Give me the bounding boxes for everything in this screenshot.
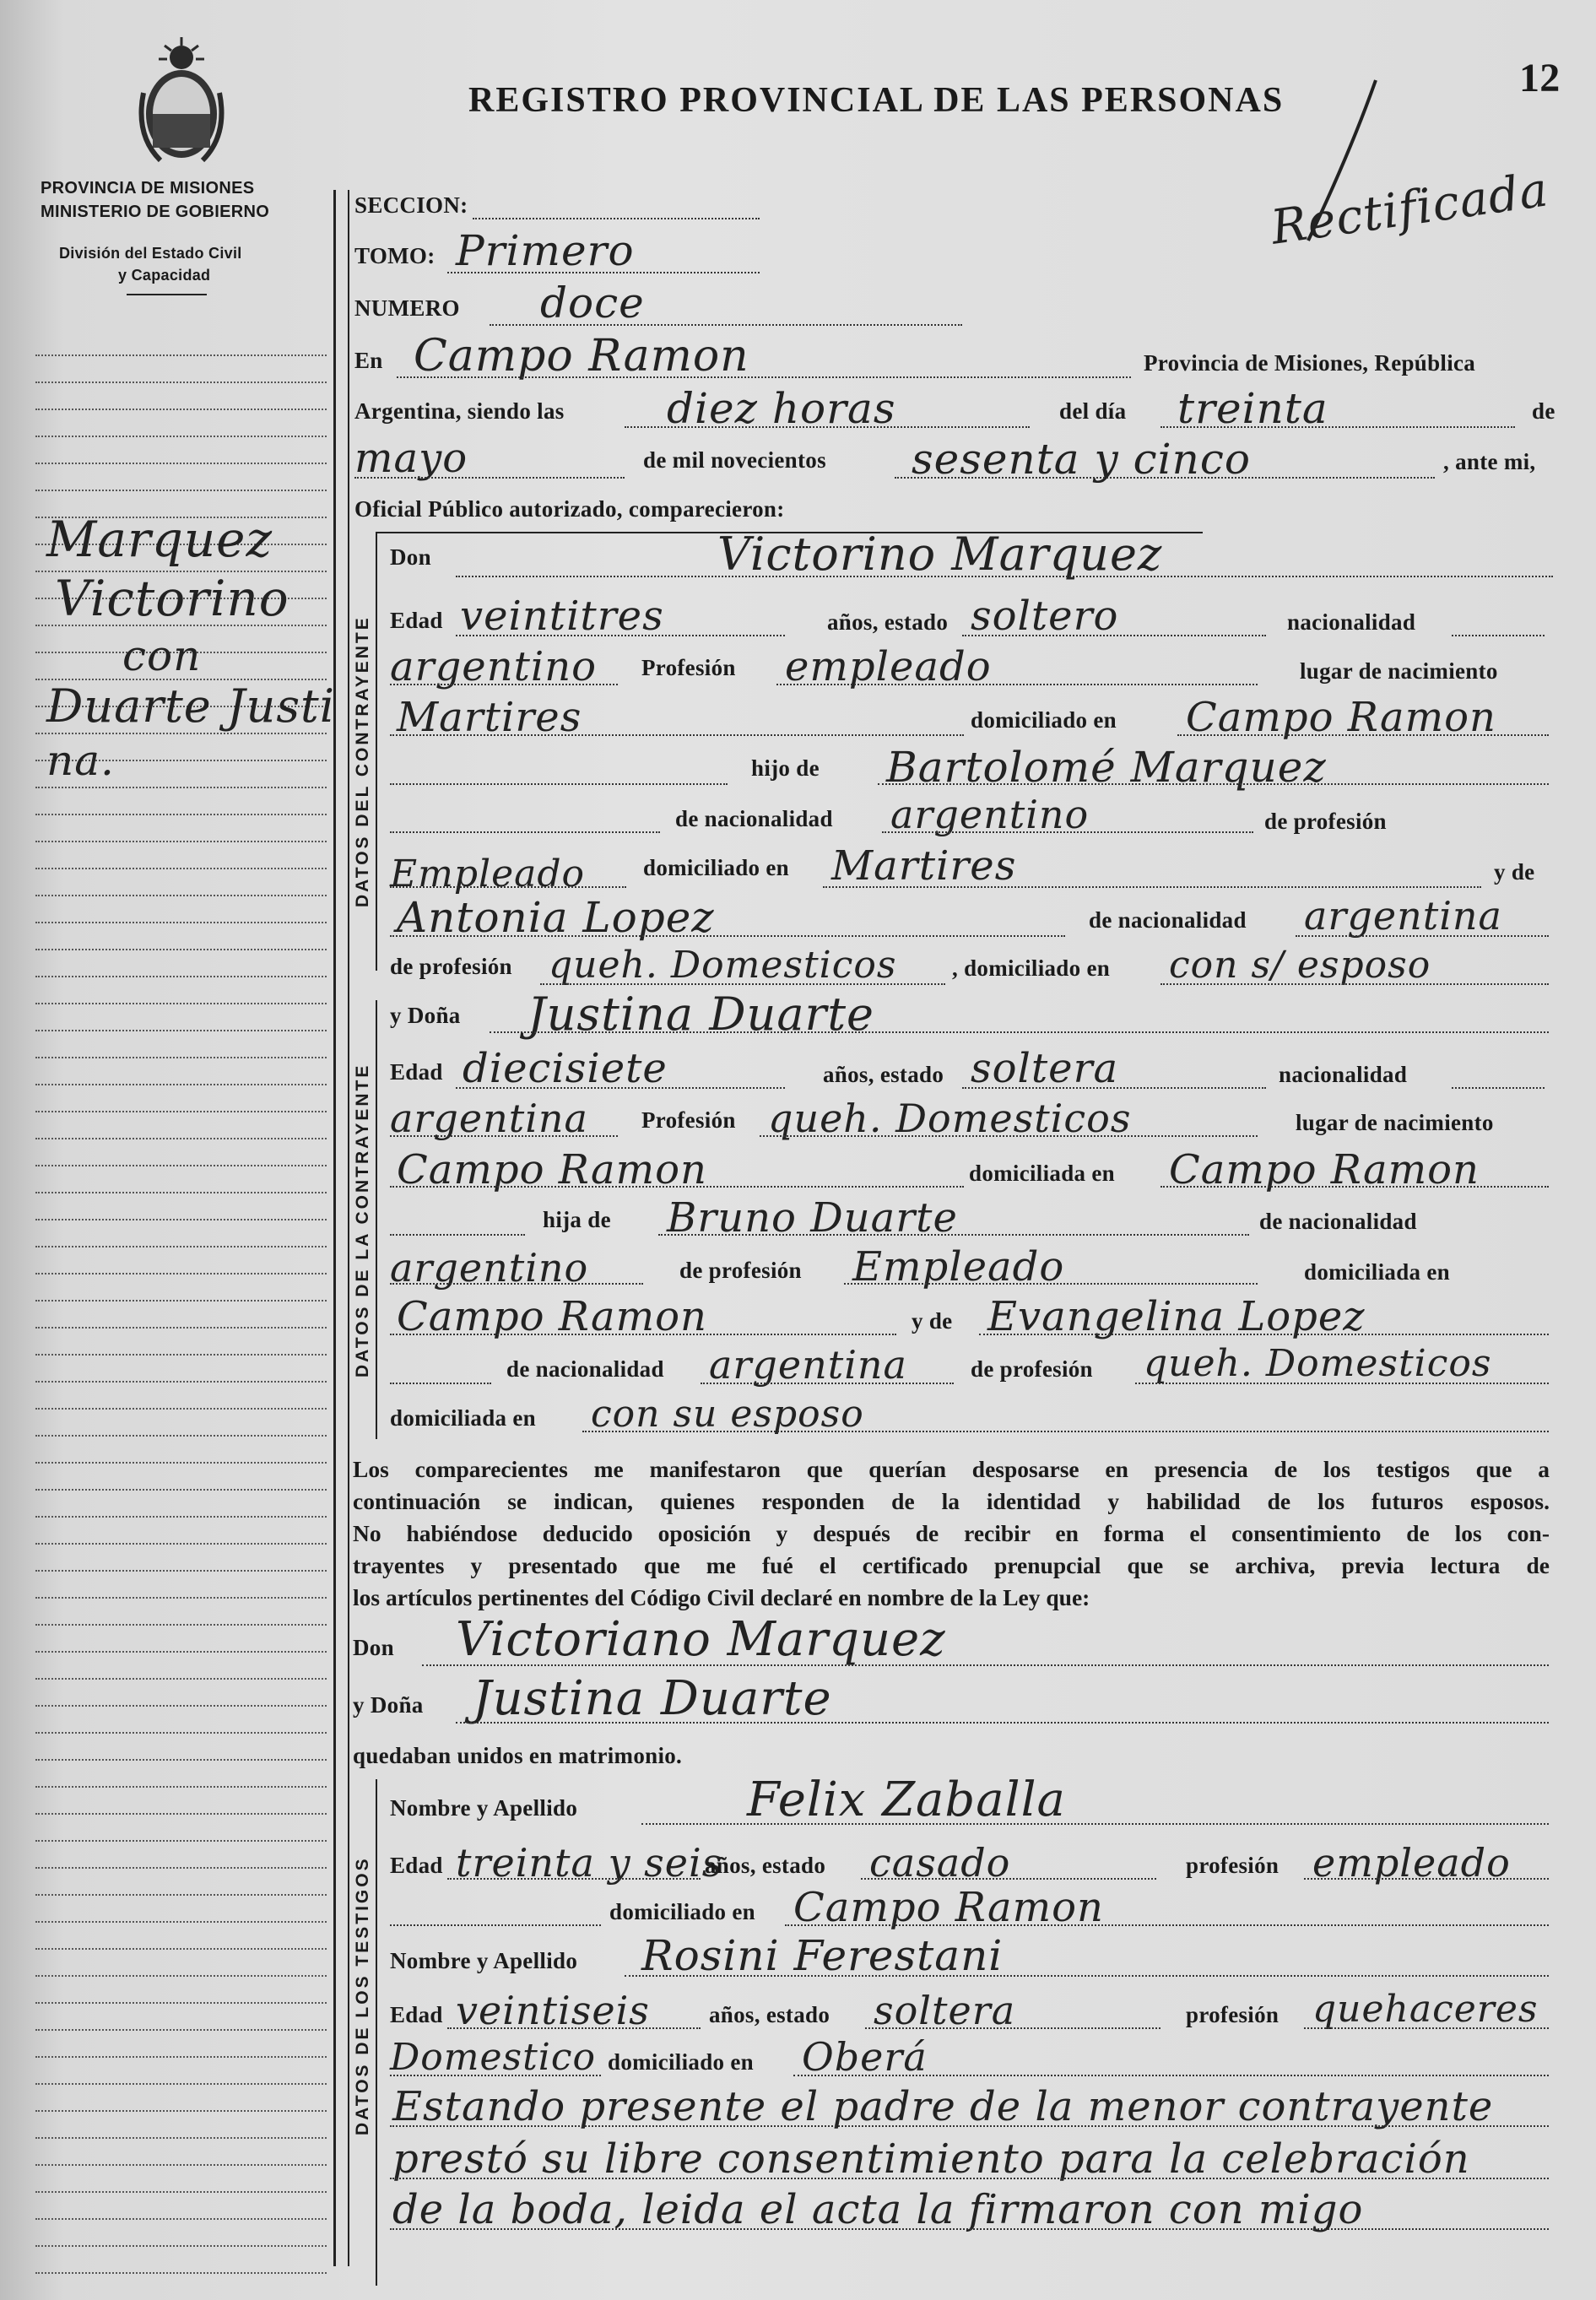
margin-rule-line [35,1381,327,1383]
lugar-nac-label: lugar de nacimiento [1300,658,1498,684]
novia-domicilio: Campo Ramon [1169,1146,1480,1193]
testigo1-profesion-line [1304,1878,1549,1880]
novia-lugar-nac: Campo Ramon [397,1146,707,1193]
don-label: Don [390,544,431,570]
margin-rule-line [35,976,327,977]
madre-prof-label: de profesión [390,954,512,979]
testigo1-nombre-label: Nombre y Apellido [390,1795,578,1821]
testigo1-edad: treinta y seis [456,1840,723,1886]
nac-line [1452,635,1545,636]
padre-domiciliado-label: domiciliado en [643,855,789,880]
column-divider [333,190,336,2266]
margin-rule-line [35,1786,327,1788]
novia-edad: diecisiete [463,1045,668,1092]
novio-nombre: Victorino Marquez [717,528,1163,581]
nac-line [1452,1087,1545,1089]
hora-line [625,426,1030,428]
margin-rule-line [35,1354,327,1356]
margin-rule-line [35,733,327,734]
margin-rule-line [35,1624,327,1626]
coat-of-arms-icon [127,34,236,169]
lugar-nac-line [390,734,964,736]
madre-profesion: queh. Domesticos [549,944,897,987]
seccion-label: SECCION: [354,192,468,218]
padre-profesion: Empleado [852,1243,1065,1291]
novia-nombre: Justina Duarte [527,988,874,1041]
seccion-line [473,218,760,219]
margin-rule-line [35,1678,327,1680]
padre-nac-line [882,831,1253,833]
declaration-line: los artículos pertinentes del Código Civil declaré en nombre de la Ley que: [353,1584,1090,1610]
margin-rule-line [35,1435,327,1437]
novio-line [456,576,1553,577]
declaration-line: Los comparecientes me manifestaron que querían desposarse en presencia de los testigos que a [353,1456,1550,1482]
numero-line [490,324,962,326]
declaration-paragraph [353,1453,1550,1614]
contrayente-section-label: DATOS DEL CONTRAYENTE [353,615,372,907]
margin-rule-line [35,2191,327,2193]
de-profesion-label: de profesión [679,1258,802,1283]
argentina-text: Argentina, siendo las [354,398,565,424]
en-label: En [354,348,383,373]
madre-line [390,935,1065,937]
testigo1-profesion-label: profesión [1186,1853,1280,1878]
domiciliada-label: domiciliada en [969,1161,1115,1186]
nota-underline [390,2125,1549,2127]
lugar-value: Campo Ramon [414,331,749,382]
margin-note-line: Marquez [46,511,273,568]
testigo1-domicilio-line [785,1924,1549,1926]
margin-rule-line [35,2056,327,2058]
testigo2-nombre: Rosini Ferestani [641,1931,1004,1980]
padre-line [878,783,1549,785]
margin-rule-line [35,814,327,815]
margin-rule-line [35,1867,327,1869]
declaration-line: continuación se indican, quienes responden de la identidad y habilidad de los futuros esposos. [353,1488,1550,1514]
novia-line [490,1031,1549,1033]
de-nacionalidad-label: de nacionalidad [675,806,833,831]
padre-domicilio: Campo Ramon [397,1293,707,1340]
margin-rule-line [35,2029,327,2031]
margin-rule-line [35,1651,327,1653]
margin-rule-line [35,1084,327,1085]
margin-rule-line [35,1489,327,1491]
unidos-text: quedaban unidos en matrimonio. [353,1743,683,1768]
margin-rule-line [35,2110,327,2112]
testigo2-edad-line [447,2027,701,2029]
division-label: División del Estado Civil [59,245,242,262]
padre-prof-line [844,1283,1258,1285]
margin-rule-line [35,1030,327,1031]
profesion-line [760,1135,1258,1137]
margin-rule-line [35,895,327,896]
novecientos-text: de mil novecientos [643,447,826,473]
margin-rule-line [35,2245,327,2247]
nota-underline [390,2228,1549,2230]
novio-estado: soltero [971,593,1119,640]
novio-padre: Bartolomé Marquez [886,743,1327,792]
testigo2-nombre-label: Nombre y Apellido [390,1948,578,1973]
estado-line [962,635,1266,636]
testigo1-profesion: empleado [1312,1840,1511,1886]
mes-line [354,477,625,479]
numero-label: NUMERO [354,295,460,321]
blank-line [390,831,660,833]
madre-nacionalidad: argentina [1304,893,1502,939]
contrayenta-section-label: DATOS DE LA CONTRAYENTE [353,1063,372,1377]
novio-edad: veintitres [460,593,664,640]
blank-line [390,1924,601,1926]
page-number: 12 [1519,56,1561,100]
margin-note-line: Duarte Justi [46,679,336,733]
margin-note-line: Victorino [55,570,289,627]
madre-dom-line [582,1431,1549,1432]
novio-domicilio: Campo Ramon [1186,694,1496,741]
margin-rule-line [35,922,327,923]
section-divider [376,1779,377,2286]
province-label: PROVINCIA DE MISIONES [41,179,255,198]
testigo2-profesion-line [1304,2027,1549,2029]
margin-rule-line [35,1219,327,1220]
section-divider [376,532,377,971]
dia-value: treinta [1177,384,1328,433]
margin-rule-line [35,1300,327,1302]
estado-line [962,1087,1266,1089]
padre-dom-line [823,886,1481,888]
testigo1-domiciliado-label: domiciliado en [609,1899,755,1924]
profesion-line [776,684,1258,685]
margin-rule-line [35,1138,327,1139]
padre-nacionalidad: argentino [390,1245,589,1291]
declaration-don: Victoriano Marquez [456,1612,946,1667]
y-de-label: y de [1494,859,1535,885]
nota-line: Estando presente el padre de la menor contrayente [392,2083,1494,2130]
novia-madre: Evangelina Lopez [987,1293,1366,1340]
margin-rule-line [35,490,327,491]
profesion-label: Profesión [641,655,736,680]
y-de-label: y de [912,1308,953,1334]
division-label-2: y Capacidad [118,267,211,284]
madre-prof-line [540,983,945,985]
testigo2-estado: soltera [874,1988,1016,2033]
lugar-line [397,376,1131,378]
de-text: de [1532,398,1555,424]
madre-nacionalidad: argentina [709,1342,907,1388]
margin-note-line: na. [46,736,115,785]
margin-rule-line [35,1516,327,1518]
margin-rule-line [35,1273,327,1274]
padre-domicilio: Martires [831,842,1017,890]
numero-value: doce [540,279,645,327]
column-divider-inner [348,190,349,2266]
testigo2-anios-estado: años, estado [709,2002,830,2027]
padre-nac-line [390,1283,643,1285]
margin-annotation: Rectificada [1268,162,1552,256]
edad-line [456,1087,785,1089]
madre-dom-label: domiciliada en [390,1405,536,1431]
nota-line: de la boda, leida el acta la firmaron con migo [392,2186,1364,2233]
testigo2-estado-line [865,2027,1160,2029]
testigo1-estado-line [861,1878,1156,1880]
padre-dom-line [390,1334,896,1335]
novia-nacionalidad: argentina [390,1096,588,1141]
madre-prof-line [1135,1383,1549,1384]
section-divider [376,1000,377,1439]
blank-line [390,1383,491,1384]
testigo1-estado: casado [869,1840,1011,1886]
nota-underline [390,2178,1549,2179]
tomo-label: TOMO: [354,243,436,268]
testigo2-domicilio-line [793,2075,1549,2076]
oficial-text: Oficial Público autorizado, comparecieron: [354,496,785,522]
madre-prof-label: de profesión [971,1356,1093,1382]
novio-profesion: empleado [785,643,992,690]
declaration-line: trayentes y presentado que me fué el certificado prenupcial que se archiva, previa lectura de [353,1552,1550,1578]
madre-nac-line [701,1383,954,1384]
domicilio-line [1160,1186,1549,1188]
mes-value: mayo [354,435,468,482]
margin-rule-line [35,1813,327,1815]
margin-rule-line [35,1975,327,1977]
declaration-don-line [422,1664,1549,1666]
margin-rule-line [35,1192,327,1193]
pen-stroke [1291,76,1393,245]
nac-line-2 [390,1135,618,1137]
margin-rule-line [35,1948,327,1950]
anios-estado: años, estado [827,609,949,635]
testigo1-nombre: Felix Zaballa [747,1772,1066,1827]
testigo1-edad-line [447,1878,701,1880]
declaration-dona-line [456,1722,1549,1724]
ante-mi-text: , ante mi, [1443,449,1536,474]
madre-domicilio: con s/ esposo [1169,944,1431,987]
margin-rule-line [35,2002,327,2004]
margin-rule-line [35,2083,327,2085]
margin-rule-line [35,1165,327,1166]
don-label: Don [353,1635,394,1660]
padre-nacionalidad: argentino [890,792,1090,837]
testigos-section-label: DATOS DE LOS TESTIGOS [353,1856,372,2135]
margin-rule-line [35,1246,327,1247]
testigo2-profesion-cont-line [390,2075,601,2076]
margin-rule-line [35,1894,327,1896]
margin-rule-line [35,436,327,437]
testigo2-profesion: quehaceres [1312,1988,1539,2031]
domicilio-line [1177,734,1549,736]
margin-rule-line [35,1543,327,1545]
margin-rule-line [35,1570,327,1572]
nacionalidad-label: nacionalidad [1287,609,1416,635]
hijo-de-label: hijo de [751,755,820,781]
dia-line [1160,426,1515,428]
madre-nac-label: de nacionalidad [1089,907,1247,933]
margin-rule-line [35,2164,327,2166]
provincia-text: Provincia de Misiones, República [1144,350,1476,376]
madre-domicilio: con su esposo [591,1393,864,1436]
margin-rule-line [35,868,327,869]
blank-line [390,1234,525,1236]
testigo2-edad-label: Edad [390,2002,443,2027]
margin-rule-line [35,949,327,950]
del-dia-text: del día [1059,398,1127,424]
testigo1-anios-estado: años, estado [705,1853,826,1878]
margin-rule-line [35,1921,327,1923]
dona-label: y Doña [390,1003,461,1028]
margin-rule-line [35,2272,327,2274]
novio-lugar-nac: Martires [397,694,582,741]
margin-rule-line [35,1327,327,1329]
page-title: REGISTRO PROVINCIAL DE LAS PERSONAS [468,81,1285,120]
madre-line [979,1334,1549,1335]
edad-label: Edad [390,1059,443,1085]
margin-rule-line [35,463,327,464]
de-profesion-label: de profesión [1264,809,1387,834]
nota-line: prestó su libre consentimiento para la celebración [392,2135,1470,2183]
margin-note-line: con [122,631,202,680]
dona-label: y Doña [353,1692,424,1718]
hora-value: diez horas [667,384,896,433]
nacionalidad-label: nacionalidad [1279,1062,1408,1087]
testigo2-domiciliado-label: domiciliado en [608,2049,754,2075]
margin-rule-line [35,1705,327,1707]
margin-rule-line [35,382,327,383]
novia-padre: Bruno Duarte [667,1194,958,1242]
novia-estado: soltera [971,1045,1119,1092]
declaration-dona: Justina Duarte [473,1671,832,1726]
margin-rule-line [35,1840,327,1842]
margin-rule-line [35,2137,327,2139]
madre-nac-label: de nacionalidad [506,1356,664,1382]
lugar-nac-line [390,1186,964,1188]
margin-rule-line [35,1003,327,1004]
novio-nacionalidad: argentino [390,643,598,690]
edad-line [456,635,785,636]
tomo-line [447,272,760,273]
de-nacionalidad-label: de nacionalidad [1259,1209,1417,1234]
padre-domiciliada-label: domiciliada en [1304,1259,1450,1285]
margin-rule-line [35,1462,327,1464]
madre-profesion: queh. Domesticos [1144,1342,1492,1385]
testigo2-edad: veintiseis [456,1988,650,2033]
lugar-nac-label: lugar de nacimiento [1296,1110,1494,1135]
padre-line [658,1234,1249,1236]
testigo1-nombre-line [641,1823,1549,1825]
margin-rule-line [35,1111,327,1112]
testigo2-profesion-cont: Domestico [390,2036,596,2079]
anio-value: sesenta y cinco [912,435,1251,484]
edad-label: Edad [390,608,443,633]
ministry-label: MINISTERIO DE GOBIERNO [41,203,270,221]
novia-profesion: queh. Domesticos [768,1096,1132,1141]
padre-prof-line [390,886,626,888]
profesion-label: Profesión [641,1107,736,1133]
anios-estado: años, estado [823,1062,944,1087]
madre-dom-line [1160,983,1549,985]
padre-profesion: Empleado [390,852,586,896]
madre-dom-label: , domiciliado en [952,955,1111,981]
testigo1-domicilio: Campo Ramon [793,1884,1104,1931]
testigo2-nombre-line [625,1975,1549,1977]
novio-madre: Antonia Lopez [397,893,715,942]
testigo2-profesion-label: profesión [1186,2002,1280,2027]
margin-rule-line [35,1597,327,1599]
margin-rule-line [35,354,327,356]
hija-de-label: hija de [543,1207,611,1232]
margin-rule-line [35,2218,327,2220]
margin-rule-line [35,787,327,788]
nac-line-2 [390,684,618,685]
blank-line [390,783,728,785]
margin-rule-line [35,1732,327,1734]
declaration-line: No habiéndose deducido oposición y después de recibir en forma el consentimiento de los con- [353,1520,1550,1546]
margin-rule-line [35,841,327,842]
divider [127,294,207,295]
margin-rule-line [35,409,327,410]
domiciliado-label: domiciliado en [971,707,1117,733]
margin-rule-line [35,1759,327,1761]
margin-rule-line [35,1057,327,1058]
testigo1-edad-label: Edad [390,1853,443,1878]
tomo-value: Primero [456,226,635,275]
margin-rule-line [35,1408,327,1410]
anio-line [895,477,1435,479]
madre-nac-line [1296,935,1549,937]
testigo2-domicilio: Oberá [802,2034,928,2080]
